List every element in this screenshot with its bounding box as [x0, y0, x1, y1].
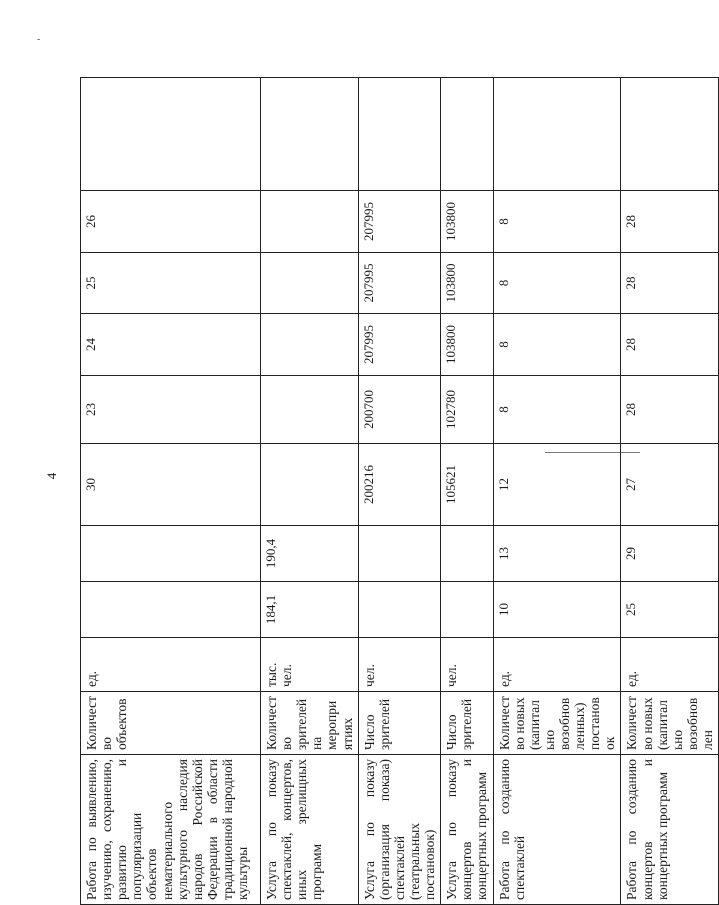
column-number-label: 23: [83, 403, 98, 416]
column-number-label: 26: [83, 215, 98, 228]
value-cell: 25: [621, 582, 719, 638]
unit-cell: чел.: [441, 638, 493, 692]
value-cell: 28: [621, 253, 719, 314]
column-number-label: 30: [83, 478, 98, 491]
value-cell: [81, 526, 261, 582]
value-cell: [441, 582, 493, 638]
value-cell: 28: [621, 191, 719, 253]
indicator-cell: Количество новых (капитально возобновленных) постановок: [493, 692, 621, 755]
value-cell: [81, 444, 261, 526]
row-name-cell: Услуга по показу концертов и концертных программ: [441, 755, 493, 905]
value-cell: 28: [621, 376, 719, 444]
column-number-label: 25: [83, 276, 98, 290]
indicator-cell: Количество объектов: [81, 692, 261, 755]
value-cell: [81, 253, 261, 314]
table-row: [621, 78, 719, 905]
value-cell: 200700: [358, 376, 441, 444]
column-number-label: 24: [83, 338, 98, 351]
unit-cell: ед.: [621, 638, 719, 692]
value-cell: 103800: [441, 191, 493, 253]
value-cell: 8: [493, 376, 621, 444]
value-cell: [358, 526, 441, 582]
value-cell: 102780: [441, 376, 493, 444]
table-row: [493, 78, 621, 905]
indicator-cell: Число зрителей: [358, 692, 441, 755]
value-cell: [81, 78, 261, 191]
indicator-cell: Количество новых (капитально возобновлен: [621, 692, 719, 755]
row-name-cell: Работа по созданию спектаклей: [493, 755, 621, 905]
value-cell: [261, 376, 359, 444]
unit-cell: ед.: [493, 638, 621, 692]
rotated-table-container: [80, 78, 715, 905]
value-cell: 29: [621, 526, 719, 582]
value-cell: [261, 314, 359, 376]
value-cell: 207995: [358, 191, 441, 253]
page-number: 4: [44, 472, 59, 480]
indicator-cell: Число зрителей: [441, 692, 493, 755]
value-cell: 8: [493, 253, 621, 314]
row-name-cell: Работа по созданию концертов и концертных программ: [621, 755, 719, 905]
value-cell: [441, 526, 493, 582]
indicator-cell: Количество зрителей на мероприятиях: [261, 692, 359, 755]
value-cell: 190,4: [261, 526, 359, 582]
row-name-cell: Услуга по показу (организация показа) спектаклей (театральных постановок): [358, 755, 441, 905]
value-cell: [261, 191, 359, 253]
value-cell: [441, 78, 493, 191]
value-cell: [81, 582, 261, 638]
value-cell: 28: [621, 314, 719, 376]
value-cell: [81, 191, 261, 253]
unit-cell: тыс. чел.: [261, 638, 359, 692]
table-row: [261, 78, 359, 905]
table-row: [81, 78, 261, 905]
value-cell: 12: [493, 444, 621, 526]
value-cell: 105621: [441, 444, 493, 526]
value-cell: 13: [493, 526, 621, 582]
value-cell: [493, 78, 621, 191]
table-body: [81, 78, 719, 905]
value-cell: [81, 314, 261, 376]
value-cell: 8: [493, 191, 621, 253]
table-row: [441, 78, 493, 905]
value-cell: [358, 582, 441, 638]
table-row: [358, 78, 441, 905]
unit-cell: ед.: [81, 638, 261, 692]
value-cell: 103800: [441, 253, 493, 314]
unit-cell: чел.: [358, 638, 441, 692]
value-cell: 207995: [358, 253, 441, 314]
value-cell: [261, 444, 359, 526]
value-cell: 10: [493, 582, 621, 638]
value-cell: [621, 78, 719, 191]
scan-corner-mark: -: [37, 34, 41, 45]
row-name-cell: Услуга по показу спектаклей, концертов, иных зрелищных программ: [261, 755, 359, 905]
value-cell: 27: [621, 444, 719, 526]
row-name-cell: Работа по выявлению, изучению, сохранению, развитию и популяризации объектов нематериального культурного наследия народов Российской Федерации в области традиционной народной культуры: [81, 755, 261, 905]
value-cell: 184,1: [261, 582, 359, 638]
value-cell: [81, 376, 261, 444]
value-cell: 200216: [358, 444, 441, 526]
value-cell: 207995: [358, 314, 441, 376]
indicators-table: [80, 77, 719, 905]
value-cell: [261, 253, 359, 314]
value-cell: 8: [493, 314, 621, 376]
value-cell: [261, 78, 359, 191]
value-cell: [358, 78, 441, 191]
value-cell: 103800: [441, 314, 493, 376]
